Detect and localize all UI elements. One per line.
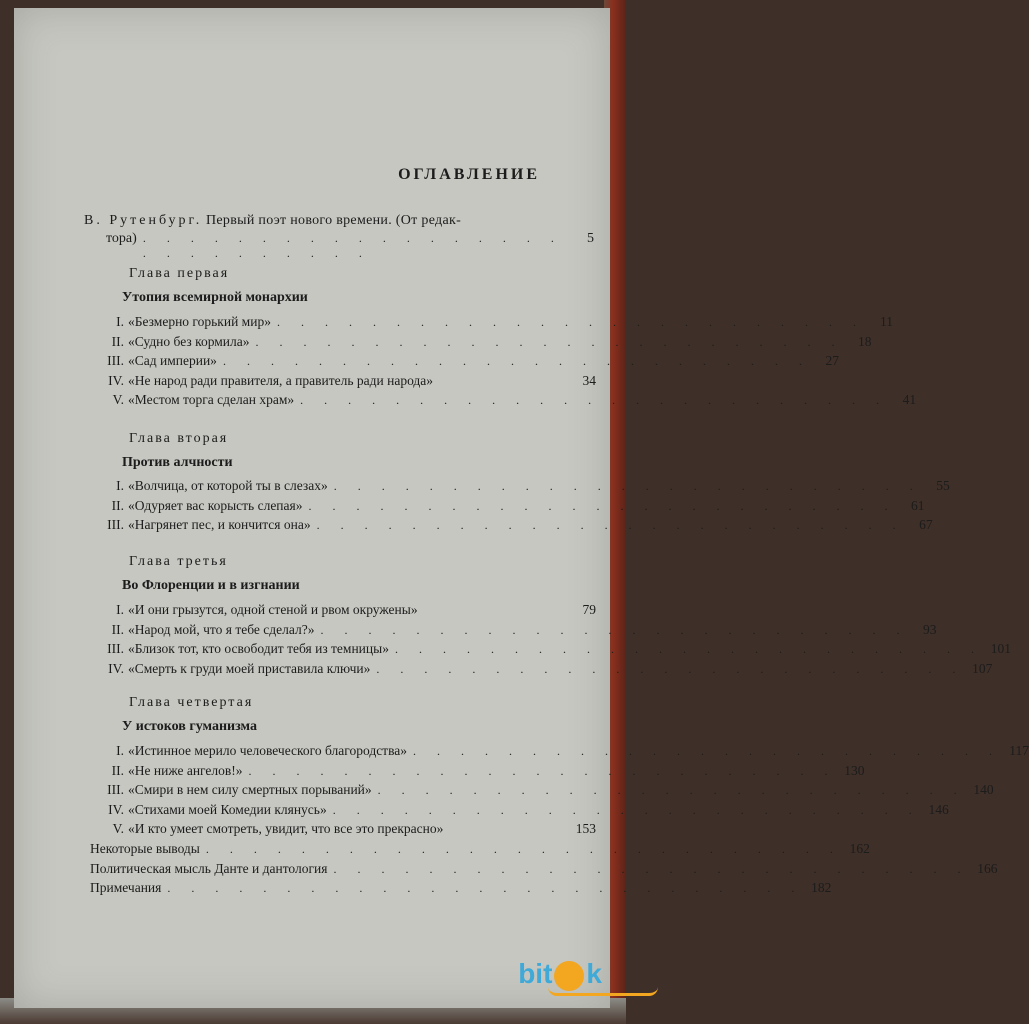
toc-entry: IV. «Не народ ради правителя, а правитель ради народа» 34 bbox=[108, 372, 596, 388]
toc-entry: I. «Волчица, от которой ты в слезах» . . . . . . . . . . . . . . . . . . . . . . . . . 55 bbox=[116, 478, 950, 493]
preface-text-line2: тора) bbox=[106, 231, 137, 246]
leader-dots: . . . . . . . . . . . . . . . . . . . . . . . . . . . . bbox=[142, 231, 563, 260]
toc-entry: I. «Истинное мерило человеческого благородства» . . . . . . . . . . . . . . . . . . . . . . . . . 117 bbox=[116, 743, 1029, 758]
chapter-1-entries bbox=[94, 314, 917, 412]
chapter-title: Утопия всемирной монархии bbox=[122, 290, 308, 305]
toc-entry: III. «Сад империи» . . . . . . . . . . . . . . . . . . . . . . . . . 27 bbox=[107, 353, 839, 368]
chapter-label: Глава третья bbox=[129, 554, 228, 569]
toc-entry: V. «Местом торга сделан храм» . . . . . . . . . . . . . . . . . . . . . . . . . 41 bbox=[112, 392, 917, 407]
book-page bbox=[14, 8, 1029, 1008]
chapter-label: Глава вторая bbox=[129, 431, 229, 446]
preface-author: В. Рутенбург. bbox=[84, 213, 203, 228]
preface-entry bbox=[84, 213, 594, 261]
chapter-title: Против алчности bbox=[122, 455, 233, 470]
appendix-entries bbox=[90, 841, 998, 900]
toc-entry: I. «И они грызутся, одной стеной и рвом окружены» 79 bbox=[116, 602, 596, 617]
chapter-4-entries bbox=[94, 743, 1029, 841]
toc-entry: IV. «Стихами моей Комедии клянусь» . . . . . . . . . . . . . . . . . . . . . . . . . 146 bbox=[108, 801, 949, 817]
toc-entry: III. «Нагрянет пес, и кончится она» . . . . . . . . . . . . . . . . . . . . . . . . . 67 bbox=[107, 517, 933, 532]
toc-entry: II. «Народ мой, что я тебе сделал?» . . . . . . . . . . . . . . . . . . . . . . . . . 93 bbox=[111, 621, 937, 637]
chapter-label: Глава первая bbox=[129, 266, 230, 281]
toc-entry: V. «И кто умеет смотреть, увидит, что все это прекрасно» 153 bbox=[112, 821, 596, 836]
swoosh-icon bbox=[548, 987, 658, 996]
preface-text-line1: Первый поэт нового времени. (От редак- bbox=[202, 213, 462, 228]
toc-entry: I. «Безмерно горький мир» . . . . . . . . . . . . . . . . . . . . . . . . . 11 bbox=[116, 314, 893, 329]
toc-entry: Примечания . . . . . . . . . . . . . . . . . . . . . . . . . . . 182 bbox=[90, 880, 832, 895]
toc-entry: III. «Смири в нем силу смертных порываний» . . . . . . . . . . . . . . . . . . . . . . . . . 140 bbox=[107, 782, 994, 797]
chapter-title: Во Флоренции и в изгнании bbox=[122, 578, 300, 593]
chapter-2-entries bbox=[94, 478, 950, 537]
chapter-label: Глава четвертая bbox=[129, 695, 254, 710]
toc-entry: II. «Судно без кормила» . . . . . . . . . . . . . . . . . . . . . . . . . 18 bbox=[111, 333, 872, 349]
watermark-logo: bit k bbox=[518, 958, 602, 990]
chapter-title: У истоков гуманизма bbox=[122, 719, 257, 734]
chapter-3-entries bbox=[94, 602, 1011, 680]
toc-entry: II. «Не ниже ангелов!» . . . . . . . . . . . . . . . . . . . . . . . . . 130 bbox=[111, 762, 865, 778]
toc-entry: II. «Одуряет вас корысть слепая» . . . . . . . . . . . . . . . . . . . . . . . . . 61 bbox=[111, 497, 925, 513]
page-title: ОГЛАВЛЕНИЕ bbox=[398, 166, 540, 183]
preface-page: 5 bbox=[587, 231, 594, 246]
toc-entry: Политическая мысль Данте и дантология . . . . . . . . . . . . . . . . . . . . . . . . . . . 166 bbox=[90, 860, 998, 876]
toc-entry: III. «Близок тот, кто освободит тебя из темницы» . . . . . . . . . . . . . . . . . . . . . . . . . 101 bbox=[107, 641, 1011, 656]
toc-entry: IV. «Смерть к груди моей приставила ключи» . . . . . . . . . . . . . . . . . . . . . . . . . 107 bbox=[108, 660, 993, 676]
toc-entry: Некоторые выводы . . . . . . . . . . . . . . . . . . . . . . . . . . . 162 bbox=[90, 841, 870, 856]
